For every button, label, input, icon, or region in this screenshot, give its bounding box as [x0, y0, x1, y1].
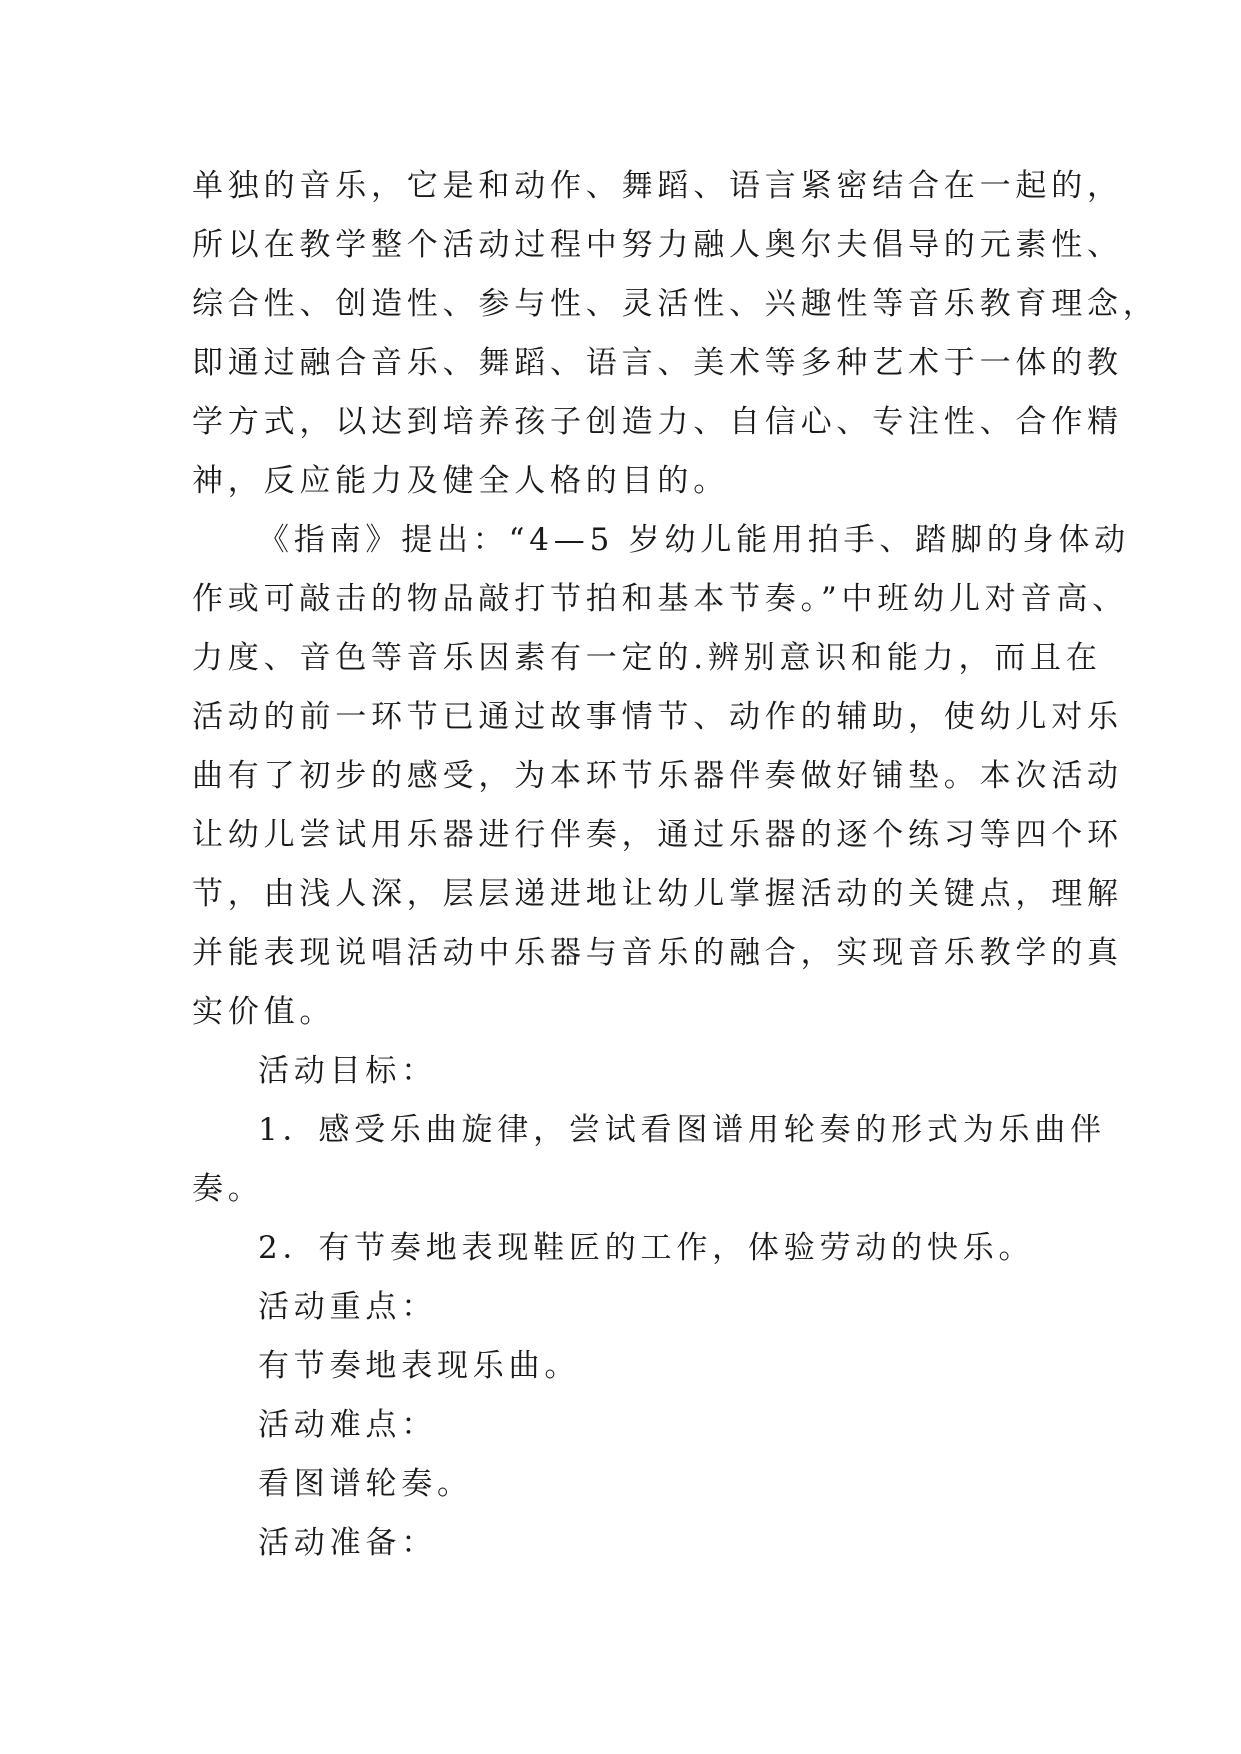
text-line: 力度、音色等音乐因素有一定的.辨别意识和能力，而且在: [192, 640, 1102, 676]
list-item: 1．感受乐曲旋律，尝试看图谱用轮奏的形式为乐曲伴: [258, 1112, 1106, 1148]
text-line: 有节奏地表现乐曲。: [258, 1348, 581, 1384]
text-line: 实价值。: [192, 994, 336, 1030]
section-heading: 活动重点：: [258, 1289, 437, 1325]
text-line: 并能表现说唱活动中乐器与音乐的融合，实现音乐教学的真: [192, 935, 1123, 971]
text-line: 神，反应能力及健全人格的目的。: [192, 463, 729, 499]
text-line: 看图谱轮奏。: [258, 1466, 473, 1502]
text-line: 即通过融合音乐、舞蹈、语言、美术等多种艺术于一体的教: [192, 345, 1123, 381]
list-item: 2．有节奏地表现鞋匠的工作，体验劳动的快乐。: [258, 1230, 1035, 1266]
text-line: 活动的前一环节已通过故事情节、动作的辅助，使幼儿对乐: [192, 699, 1123, 735]
text-line: 奏。: [192, 1171, 264, 1207]
text-line: 单独的音乐，它是和动作、舞蹈、语言紧密结合在一起的，: [192, 168, 1123, 204]
section-heading: 活动准备：: [258, 1525, 437, 1561]
text-line: 作或可敲击的物品敲打节拍和基本节奏。”中班幼儿对音高、: [192, 581, 1128, 617]
document-body: [192, 157, 1159, 1573]
text-line: 节，由浅人深，层层递进地让幼儿掌握活动的关键点，理解: [192, 876, 1123, 912]
text-line: 学方式，以达到培养孩子创造力、自信心、专注性、合作精: [192, 404, 1123, 440]
text-line: 让幼儿尝试用乐器进行伴奏，通过乐器的逐个练习等四个环: [192, 817, 1123, 853]
text-line: 所以在教学整个活动过程中努力融人奥尔夫倡导的元素性、: [192, 227, 1123, 263]
text-line: 《指南》提出：“4—5 岁幼儿能用拍手、踏脚的身体动: [258, 522, 1130, 558]
section-heading: 活动难点：: [258, 1407, 437, 1443]
text-line: 曲有了初步的感受，为本环节乐器伴奏做好铺垫。本次活动: [192, 758, 1123, 794]
text-line: 综合性、创造性、参与性、灵活性、兴趣性等音乐教育理念，: [192, 286, 1159, 322]
section-heading: 活动目标：: [258, 1053, 437, 1089]
